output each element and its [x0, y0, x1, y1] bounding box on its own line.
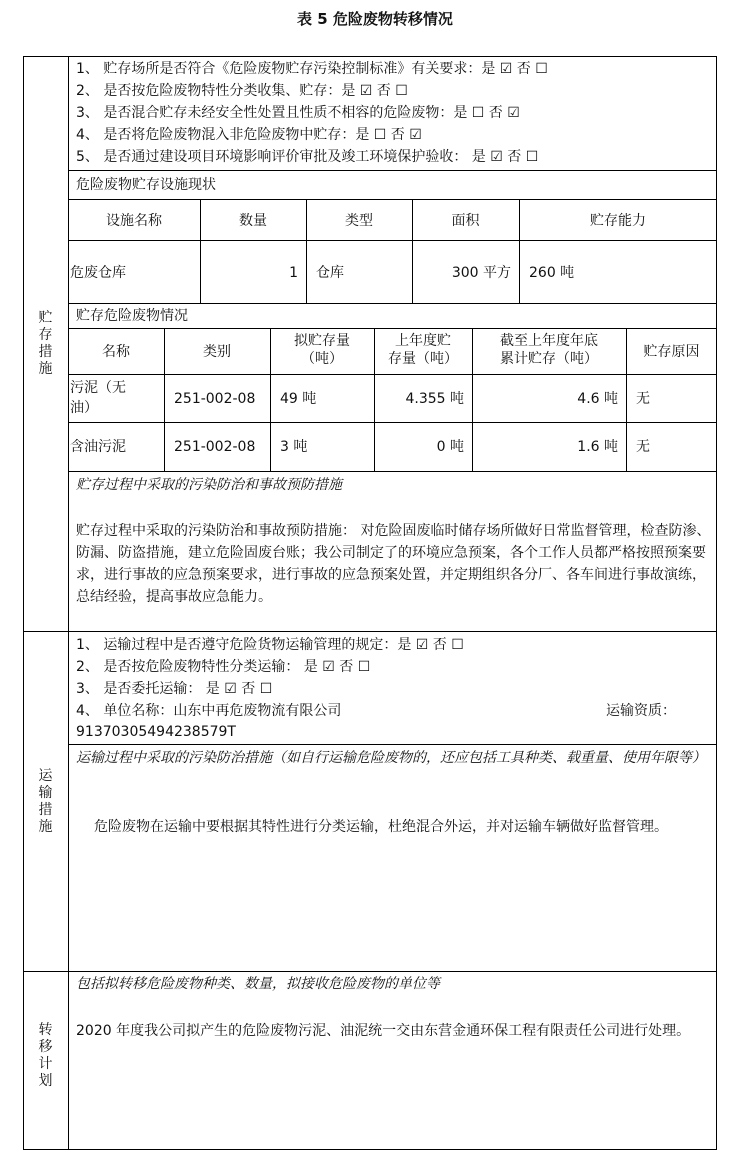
facility-header-capacity: 贮存能力: [590, 213, 646, 229]
transport-unit-line: 4、 单位名称：山东中再危废物流有限公司: [76, 703, 342, 719]
transport-check-2: 2、 是否按危险废物特性分类运输： 是 ☑ 否 ☐: [76, 659, 371, 675]
waste-header-name: 名称: [102, 344, 130, 360]
transport-measures-text: 危险废物在运输中要根据其特性进行分类运输，杜绝混合外运，并对运输车辆做好监督管理。: [94, 819, 668, 835]
row-divider: [68, 170, 717, 171]
waste-row2-category: 251-002-08: [174, 439, 256, 455]
facility-header-type: 类型: [345, 213, 373, 229]
transport-check-3: 3、 是否委托运输： 是 ☑ 否 ☐: [76, 681, 273, 697]
storage-check-1: 1、 贮存场所是否符合《危险废物贮存污染控制标准》有关要求：是 ☑ 否 ☐: [76, 61, 548, 77]
waste-row1-planned: 49 吨: [280, 391, 317, 407]
waste-row1-reason: 无: [636, 391, 650, 407]
facility-cell-capacity: 260 吨: [529, 265, 575, 281]
facility-header-quantity: 数量: [239, 213, 267, 229]
facility-header-area: 面积: [451, 213, 480, 229]
waste-row1-name: 污泥（无 油）: [70, 380, 126, 416]
transfer-text: 2020 年度我公司拟产生的危险废物污泥、油泥统一交由东营金通环保工程有限责任公司进行处理。: [76, 1023, 691, 1039]
transport-measures-heading: 运输过程中采取的污染防治措施（如自行运输危险废物的，还应包括工具种类、载重量、使用年限等）: [76, 750, 706, 766]
storage-check-5: 5、 是否通过建设项目环境影响评价审批及竣工环境保护验收： 是 ☑ 否 ☐: [76, 149, 539, 165]
row-divider: [68, 744, 717, 745]
row-divider: [68, 471, 717, 472]
transfer-heading: 包括拟转移危险废物种类、数量，拟接收危险废物的单位等: [76, 976, 440, 992]
storage-check-3: 3、 是否混合贮存未经安全性处置且性质不相容的危险废物：是 ☐ 否 ☑: [76, 105, 520, 121]
waste-header-last-year: 上年度贮 存量（吨）: [388, 333, 458, 367]
transport-label: 运输措施: [38, 768, 53, 835]
storage-measures-text: 贮存过程中采取的污染防治和事故预防措施： 对危险固废临时储存场所做好日常监督管理，检查防渗、防漏、防盗措施，建立危险固废台账；我公司制定了的环境应急预案，各个工作人员都严格按照预案要求，进行事故的应急预案要求，进行事故的应急预案处置，并定期组织各分厂、各车间进行事故演练，总结经验，提高事故应急能力。: [76, 523, 711, 605]
waste-row2-cumulative: 1.6 吨: [577, 439, 618, 455]
waste-row2-name: 含油污泥: [70, 439, 126, 455]
transport-qualification-label: 运输资质：: [606, 703, 676, 719]
facility-cell-name: 危废仓库: [70, 265, 126, 281]
section-label-transport: [23, 768, 68, 836]
waste-row1-cumulative: 4.6 吨: [577, 391, 618, 407]
waste-header-planned: 拟贮存量 （吨）: [294, 333, 350, 367]
waste-header-reason: 贮存原因: [643, 344, 700, 360]
row-divider: [68, 328, 717, 329]
row-divider: [68, 303, 717, 304]
transport-qualification-value: 91370305494238579T: [76, 724, 236, 740]
storage-check-2: 2、 是否按危险废物特性分类收集、贮存：是 ☑ 否 ☐: [76, 83, 408, 99]
waste-row2-reason: 无: [636, 439, 650, 455]
waste-header-category: 类别: [203, 344, 231, 360]
facility-cell-area: 300 平方: [451, 265, 511, 281]
transfer-label: 转移计划: [38, 1022, 53, 1089]
storage-check-4: 4、 是否将危险废物混入非危险废物中贮存：是 ☐ 否 ☑: [76, 127, 422, 143]
facility-header-name: 设施名称: [106, 213, 162, 229]
waste-row1-last-year: 4.355 吨: [405, 391, 464, 407]
facility-cell-type: 仓库: [316, 265, 344, 281]
waste-heading: 贮存危险废物情况: [76, 308, 188, 324]
row-divider: [68, 374, 717, 375]
row-divider: [68, 240, 717, 241]
storage-label: 贮存措施: [38, 310, 53, 377]
section-divider-transport-transfer: [23, 971, 717, 972]
row-divider: [68, 199, 717, 200]
facility-heading: 危险废物贮存设施现状: [76, 177, 216, 193]
waste-row2-last-year: 0 吨: [436, 439, 464, 455]
page-title: 表 5 危险废物转移情况: [297, 10, 453, 28]
waste-row2-planned: 3 吨: [280, 439, 308, 455]
section-label-transfer: [23, 1022, 68, 1090]
facility-cell-quantity: 1: [289, 265, 298, 281]
waste-row1-category: 251-002-08: [174, 391, 256, 407]
row-divider: [68, 422, 717, 423]
storage-measures-heading: 贮存过程中采取的污染防治和事故预防措施: [76, 477, 342, 493]
transport-check-1: 1、 运输过程中是否遵守危险货物运输管理的规定：是 ☑ 否 ☐: [76, 637, 464, 653]
waste-header-cumulative: 截至上年度年底 累计贮存（吨）: [500, 333, 598, 367]
section-label-storage: [23, 310, 68, 378]
section-divider-storage-transport: [23, 631, 717, 632]
